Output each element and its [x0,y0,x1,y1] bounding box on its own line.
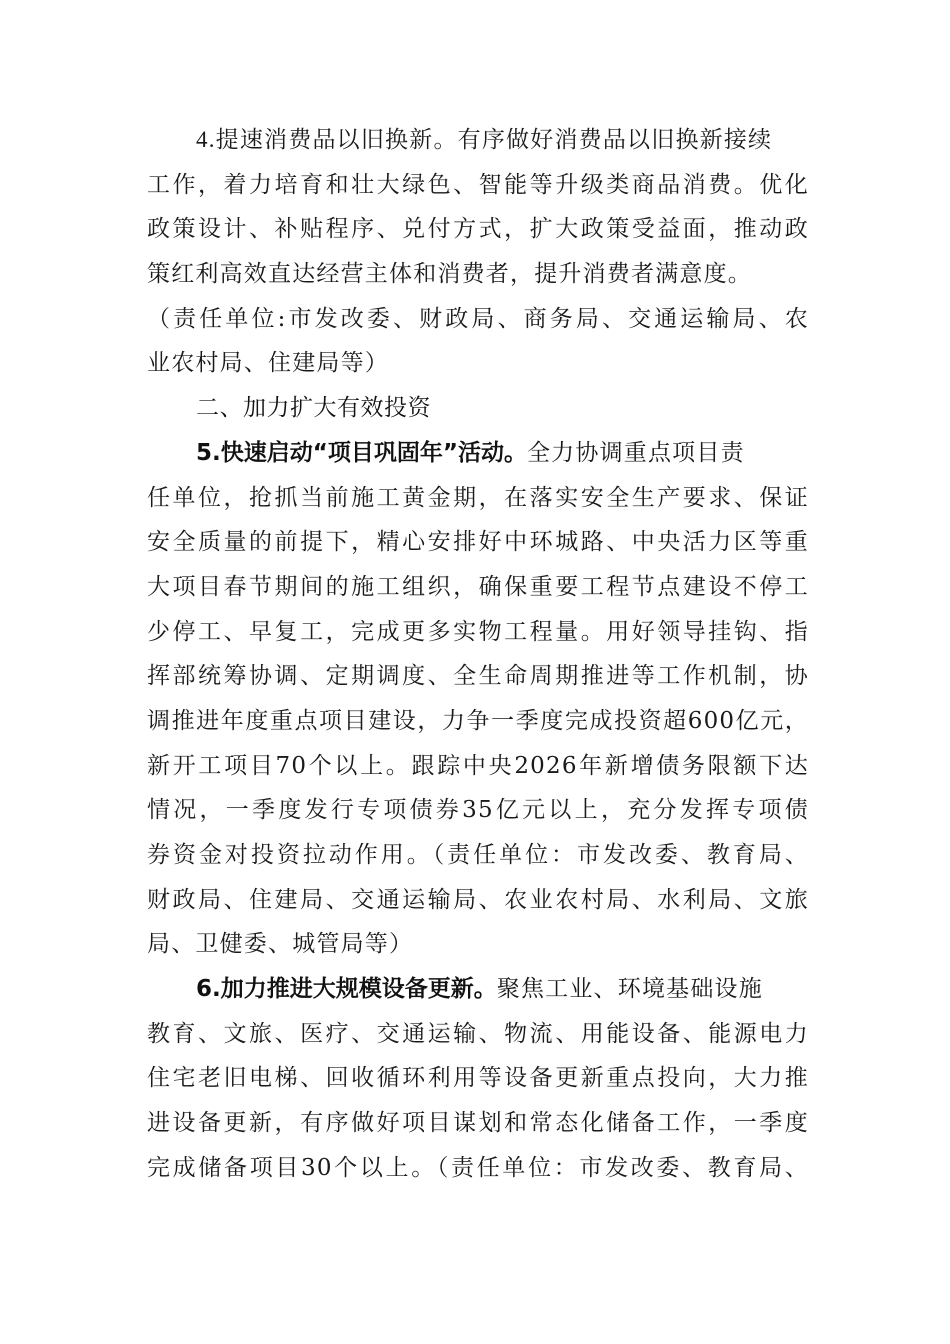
item-title: 加力推进大规模设备更新。 [220,976,497,1003]
paragraph-line: 少停工、早复工，完成更多实物工程量。用好领导挂钩、指 [147,618,809,645]
line-text: 聚焦工业、环境基础设施 [496,976,763,1003]
paragraph-line [147,431,809,476]
item-title: 提速消费品以旧换新。 [215,127,458,153]
paragraph-line [147,118,809,163]
paragraph-line: 政策设计、补贴程序、兑付方式，扩大政策受益面，推动政 [147,216,809,243]
paragraph-line: 完成储备项目30个以上。（责任单位：市发改委、教育局、 [147,1154,809,1181]
paragraph-line: 券资金对投资拉动作用。（责任单位：市发改委、教育局、 [147,842,809,868]
paragraph-line [147,967,809,1012]
item-number: 6. [196,976,221,1003]
document-body [147,118,809,1191]
paragraph-item-5 [147,431,809,967]
item-number: 4. [196,127,216,152]
paragraph-line: 大项目春节期间的施工组织，确保重要工程节点建设不停工 [147,573,809,600]
paragraph-item-6 [147,967,809,1190]
paragraph-line: 策红利高效直达经营主体和消费者，提升消费者满意度。 [147,261,752,288]
paragraph-line: 进设备更新，有序做好项目谋划和常态化储备工作，一季度 [147,1110,809,1137]
paragraph-item-4 [147,118,809,386]
item-title: 快速启动“项目巩固年”活动。 [220,439,527,466]
section-heading: 二、加力扩大有效投资 [196,395,431,422]
paragraph-line: 调推进年度重点项目建设，力争一季度完成投资超600亿元， [147,707,809,734]
paragraph-line: 工作，着力培育和壮大绿色、智能等升级类商品消费。优化 [147,171,809,198]
paragraph-line: 业农村局、住建局等） [147,350,389,377]
paragraph-line: 挥部统筹协调、定期调度、全生命周期推进等工作机制，协 [147,663,809,690]
paragraph-line: 新开工项目70个以上。跟踪中央2026年新增债务限额下达 [147,752,809,779]
paragraph-line: 任单位，抢抓当前施工黄金期，在落实安全生产要求、保证 [147,484,809,511]
paragraph-line: 局、卫健委、城管局等） [147,931,414,958]
item-number: 5. [196,439,221,466]
paragraph-line: 情况，一季度发行专项债券35亿元以上，充分发挥专项债 [147,797,809,824]
paragraph-line: 财政局、住建局、交通运输局、农业农村局、水利局、文旅 [147,886,809,913]
paragraph-line: 安全质量的前提下，精心安排好中环城路、中央活力区等重 [147,529,809,556]
paragraph-line: 住宅老旧电梯、回收循环利用等设备更新重点投向，大力推 [147,1065,809,1092]
paragraph-line: 教育、文旅、医疗、交通运输、物流、用能设备、能源电力 [147,1020,809,1047]
line-text: 有序做好消费品以旧换新接续 [457,127,773,153]
line-text: 全力协调重点项目责 [526,439,745,466]
paragraph-line: （责任单位:市发改委、财政局、商务局、交通运输局、农 [147,305,809,332]
